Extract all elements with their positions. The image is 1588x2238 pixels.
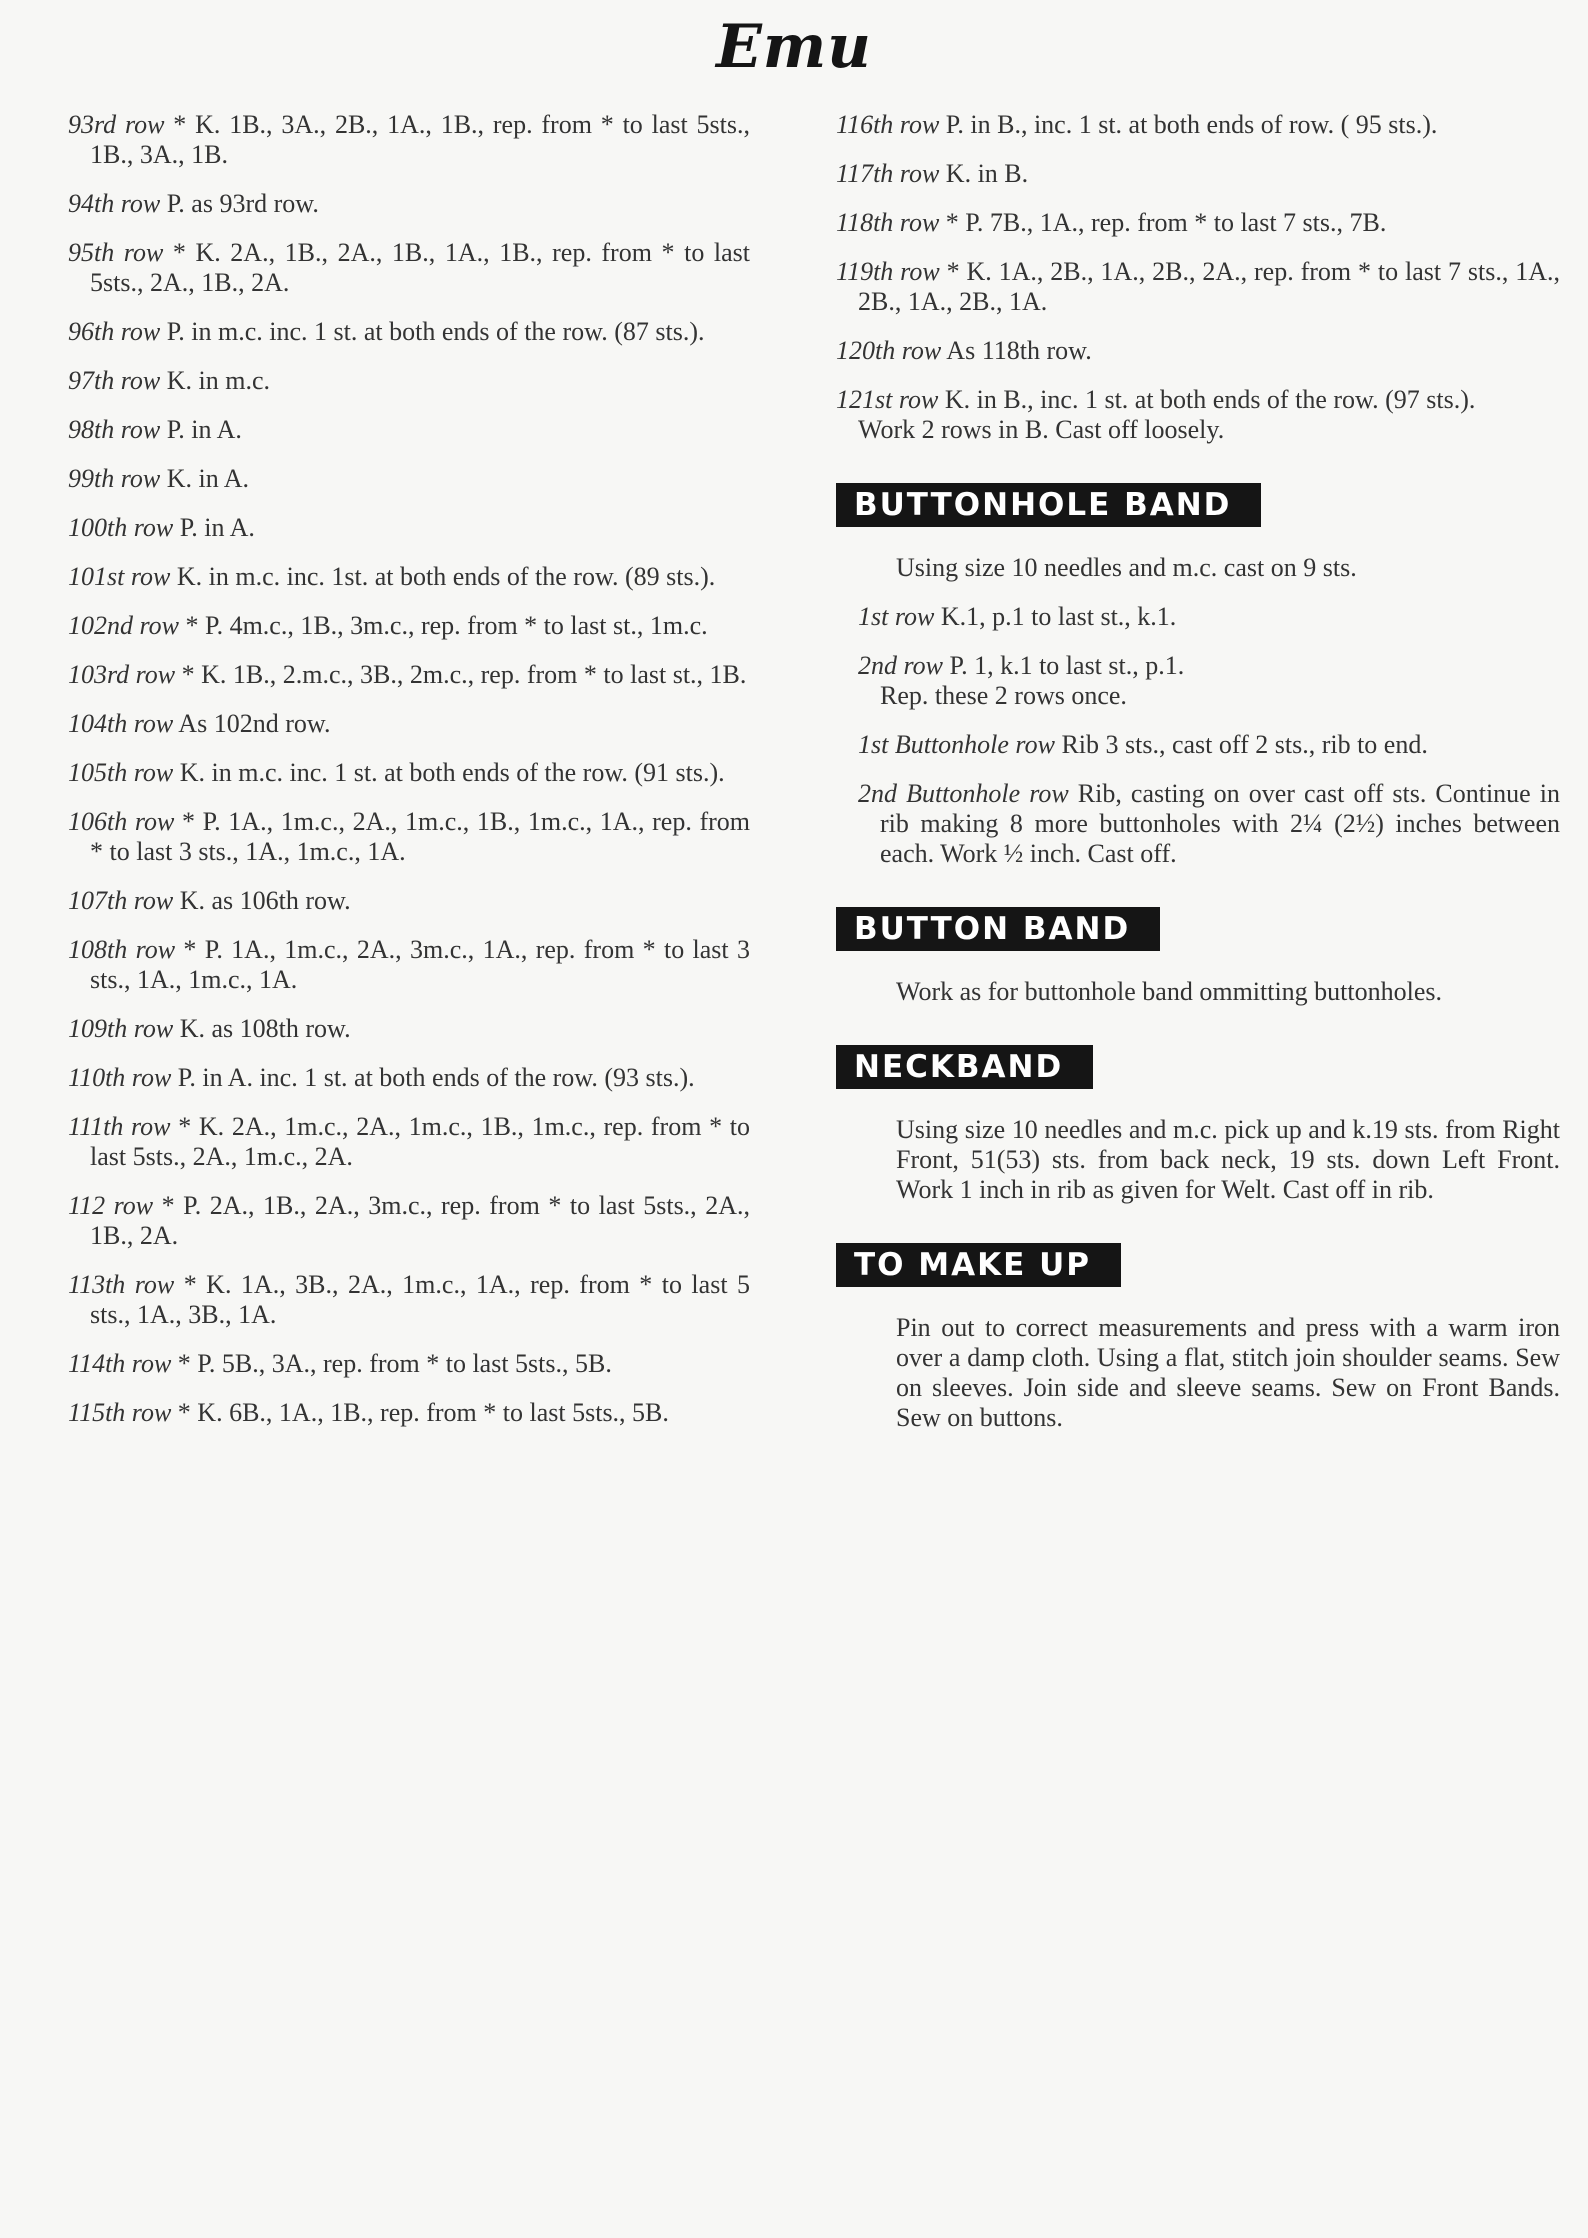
row-text: K. in m.c. bbox=[166, 366, 270, 395]
row-label: 109th row bbox=[68, 1014, 174, 1043]
row-label: 117th row bbox=[836, 159, 940, 188]
row-instructions-continued bbox=[836, 110, 1560, 445]
row-text: * K. 2A., 1m.c., 2A., 1m.c., 1B., 1m.c., rep. from * to last 5sts., 2A., 1m.c., 2A. bbox=[90, 1112, 750, 1171]
row-label: 100th row bbox=[68, 513, 174, 542]
row-instruction bbox=[836, 385, 1560, 445]
section-heading-button-band: BUTTON BAND bbox=[836, 907, 1160, 951]
buttonhole-band-rows bbox=[836, 602, 1560, 869]
row-instruction bbox=[68, 807, 750, 867]
row-text: As 118th row. bbox=[946, 336, 1092, 365]
row-label: 111th row bbox=[68, 1112, 171, 1141]
row-instruction bbox=[68, 513, 750, 543]
row-instruction bbox=[836, 336, 1560, 366]
button-band-section bbox=[836, 907, 1560, 1007]
row-instruction bbox=[836, 257, 1560, 317]
row-label: 118th row bbox=[836, 208, 940, 237]
row-text: * K. 1B., 2.m.c., 3B., 2m.c., rep. from * to last st., 1B. bbox=[181, 660, 747, 689]
row-text: As 102nd row. bbox=[178, 709, 331, 738]
row-instruction bbox=[68, 611, 750, 641]
row-label: 1st Buttonhole row bbox=[858, 730, 1055, 759]
row-instruction bbox=[68, 238, 750, 298]
row-instruction bbox=[68, 935, 750, 995]
row-instruction bbox=[68, 886, 750, 916]
row-text: K. in m.c. inc. 1 st. at both ends of the row. (91 sts.). bbox=[179, 758, 725, 787]
buttonhole-band-intro: Using size 10 needles and m.c. cast on 9 sts. bbox=[896, 553, 1357, 582]
row-text: K. in m.c. inc. 1st. at both ends of the row. (89 sts.). bbox=[176, 562, 716, 591]
row-label: 119th row bbox=[836, 257, 940, 286]
row-text: * K. 1A., 3B., 2A., 1m.c., 1A., rep. from * to last 5 sts., 1A., 3B., 1A. bbox=[90, 1270, 751, 1329]
row-instruction bbox=[68, 189, 750, 219]
to-make-up-section bbox=[836, 1243, 1560, 1433]
row-text: Rib, casting on over cast off sts. Continue in rib making 8 more buttonholes with 2¼ (2½) inches between each. Work ½ inch. Cast off. bbox=[880, 779, 1560, 868]
row-label: 120th row bbox=[836, 336, 942, 365]
row-instruction bbox=[68, 415, 750, 445]
row-text: * P. 5B., 3A., rep. from * to last 5sts., 5B. bbox=[177, 1349, 612, 1378]
row-instruction bbox=[68, 366, 750, 396]
row-text: * P. 4m.c., 1B., 3m.c., rep. from * to last st., 1m.c. bbox=[185, 611, 708, 640]
row-text: Rib 3 sts., cast off 2 sts., rib to end. bbox=[1061, 730, 1428, 759]
right-column bbox=[836, 110, 1560, 1452]
row-text: K. in B. bbox=[945, 159, 1029, 188]
row-label: 112 row bbox=[68, 1191, 154, 1220]
row-label: 103rd row bbox=[68, 660, 176, 689]
row-text: P. in B., inc. 1 st. at both ends of row. ( 95 sts.). bbox=[945, 110, 1438, 139]
row-text: * P. 2A., 1B., 2A., 3m.c., rep. from * to last 5sts., 2A., 1B., 2A. bbox=[90, 1191, 750, 1250]
row-label: 96th row bbox=[68, 317, 161, 346]
row-text: K. in B., inc. 1 st. at both ends of the row. (97 sts.). Work 2 rows in B. Cast off loosely. bbox=[858, 385, 1476, 444]
row-text: * K. 1B., 3A., 2B., 1A., 1B., rep. from * to last 5sts., 1B., 3A., 1B. bbox=[90, 110, 750, 169]
row-instruction bbox=[68, 1014, 750, 1044]
row-label: 99th row bbox=[68, 464, 161, 493]
row-instruction bbox=[858, 779, 1560, 869]
row-label: 2nd Buttonhole row bbox=[858, 779, 1069, 808]
button-band-text: Work as for buttonhole band ommitting buttonholes. bbox=[896, 977, 1443, 1006]
row-label: 95th row bbox=[68, 238, 164, 267]
row-text: K. as 106th row. bbox=[179, 886, 351, 915]
row-instruction bbox=[68, 562, 750, 592]
row-text: * P. 1A., 1m.c., 2A., 3m.c., 1A., rep. from * to last 3 sts., 1A., 1m.c., 1A. bbox=[90, 935, 750, 994]
row-instruction bbox=[68, 110, 750, 170]
row-text: P. 1, k.1 to last st., p.1. Rep. these 2 rows once. bbox=[880, 651, 1185, 710]
row-instruction bbox=[858, 730, 1560, 760]
row-instruction bbox=[836, 110, 1560, 140]
row-text: * K. 1A., 2B., 1A., 2B., 2A., rep. from * to last 7 sts., 1A., 2B., 1A., 2B., 1A. bbox=[858, 257, 1561, 316]
emu-logo: Emu bbox=[716, 12, 872, 82]
row-label: 97th row bbox=[68, 366, 161, 395]
row-instruction bbox=[68, 1270, 750, 1330]
row-label: 105th row bbox=[68, 758, 174, 787]
row-label: 114th row bbox=[68, 1349, 172, 1378]
section-heading-neckband: NECKBAND bbox=[836, 1045, 1093, 1089]
row-text: * K. 6B., 1A., 1B., rep. from * to last 5sts., 5B. bbox=[177, 1398, 669, 1427]
row-label: 107th row bbox=[68, 886, 174, 915]
neckband-section bbox=[836, 1045, 1560, 1205]
row-instruction bbox=[68, 464, 750, 494]
row-label: 101st row bbox=[68, 562, 171, 591]
row-text: * P. 7B., 1A., rep. from * to last 7 sts., 7B. bbox=[945, 208, 1387, 237]
row-label: 94th row bbox=[68, 189, 161, 218]
row-label: 104th row bbox=[68, 709, 174, 738]
row-instruction bbox=[68, 758, 750, 788]
row-instruction bbox=[68, 660, 750, 690]
row-instruction bbox=[68, 1398, 750, 1428]
row-label: 106th row bbox=[68, 807, 175, 836]
neckband-text: Using size 10 needles and m.c. pick up and k.19 sts. from Right Front, 51(53) sts. from back neck, 19 sts. down Left Front. Work 1 inch in rib as given for Welt. Cast off in rib. bbox=[896, 1115, 1560, 1204]
row-label: 93rd row bbox=[68, 110, 165, 139]
row-instruction bbox=[68, 1349, 750, 1379]
row-instruction bbox=[68, 1063, 750, 1093]
row-instruction bbox=[68, 1112, 750, 1172]
row-text: * K. 2A., 1B., 2A., 1B., 1A., 1B., rep. from * to last 5sts., 2A., 1B., 2A. bbox=[90, 238, 750, 297]
row-text: P. in A. bbox=[179, 513, 255, 542]
row-instruction bbox=[858, 651, 1560, 711]
row-text: K.1, p.1 to last st., k.1. bbox=[940, 602, 1177, 631]
row-instruction bbox=[858, 602, 1560, 632]
row-label: 110th row bbox=[68, 1063, 172, 1092]
row-text: P. in m.c. inc. 1 st. at both ends of the row. (87 sts.). bbox=[166, 317, 705, 346]
row-label: 116th row bbox=[836, 110, 940, 139]
row-text: K. in A. bbox=[166, 464, 250, 493]
row-text: P. in A. bbox=[166, 415, 242, 444]
row-label: 121st row bbox=[836, 385, 939, 414]
row-label: 113th row bbox=[68, 1270, 175, 1299]
section-heading-buttonhole-band: BUTTONHOLE BAND bbox=[836, 483, 1261, 527]
section-heading-to-make-up: TO MAKE UP bbox=[836, 1243, 1121, 1287]
row-instruction bbox=[68, 317, 750, 347]
left-column bbox=[68, 110, 750, 1447]
row-instruction bbox=[68, 1191, 750, 1251]
row-text: * P. 1A., 1m.c., 2A., 1m.c., 1B., 1m.c., 1A., rep. from * to last 3 sts., 1A., 1m.c., 1A. bbox=[90, 807, 750, 866]
row-text: P. in A. inc. 1 st. at both ends of the row. (93 sts.). bbox=[177, 1063, 695, 1092]
row-label: 2nd row bbox=[858, 651, 943, 680]
row-label: 102nd row bbox=[68, 611, 179, 640]
row-text: K. as 108th row. bbox=[179, 1014, 351, 1043]
row-instruction bbox=[836, 208, 1560, 238]
buttonhole-band-section bbox=[836, 483, 1560, 869]
row-label: 108th row bbox=[68, 935, 176, 964]
to-make-up-text: Pin out to correct measurements and press with a warm iron over a damp cloth. Using a flat, stitch join shoulder seams. Sew on sleeves. Join side and sleeve seams. Sew on Front Bands. Sew on buttons. bbox=[896, 1313, 1560, 1432]
row-text: P. as 93rd row. bbox=[166, 189, 319, 218]
row-instruction bbox=[836, 159, 1560, 189]
row-instruction bbox=[68, 709, 750, 739]
row-label: 1st row bbox=[858, 602, 935, 631]
row-label: 98th row bbox=[68, 415, 161, 444]
row-label: 115th row bbox=[68, 1398, 172, 1427]
